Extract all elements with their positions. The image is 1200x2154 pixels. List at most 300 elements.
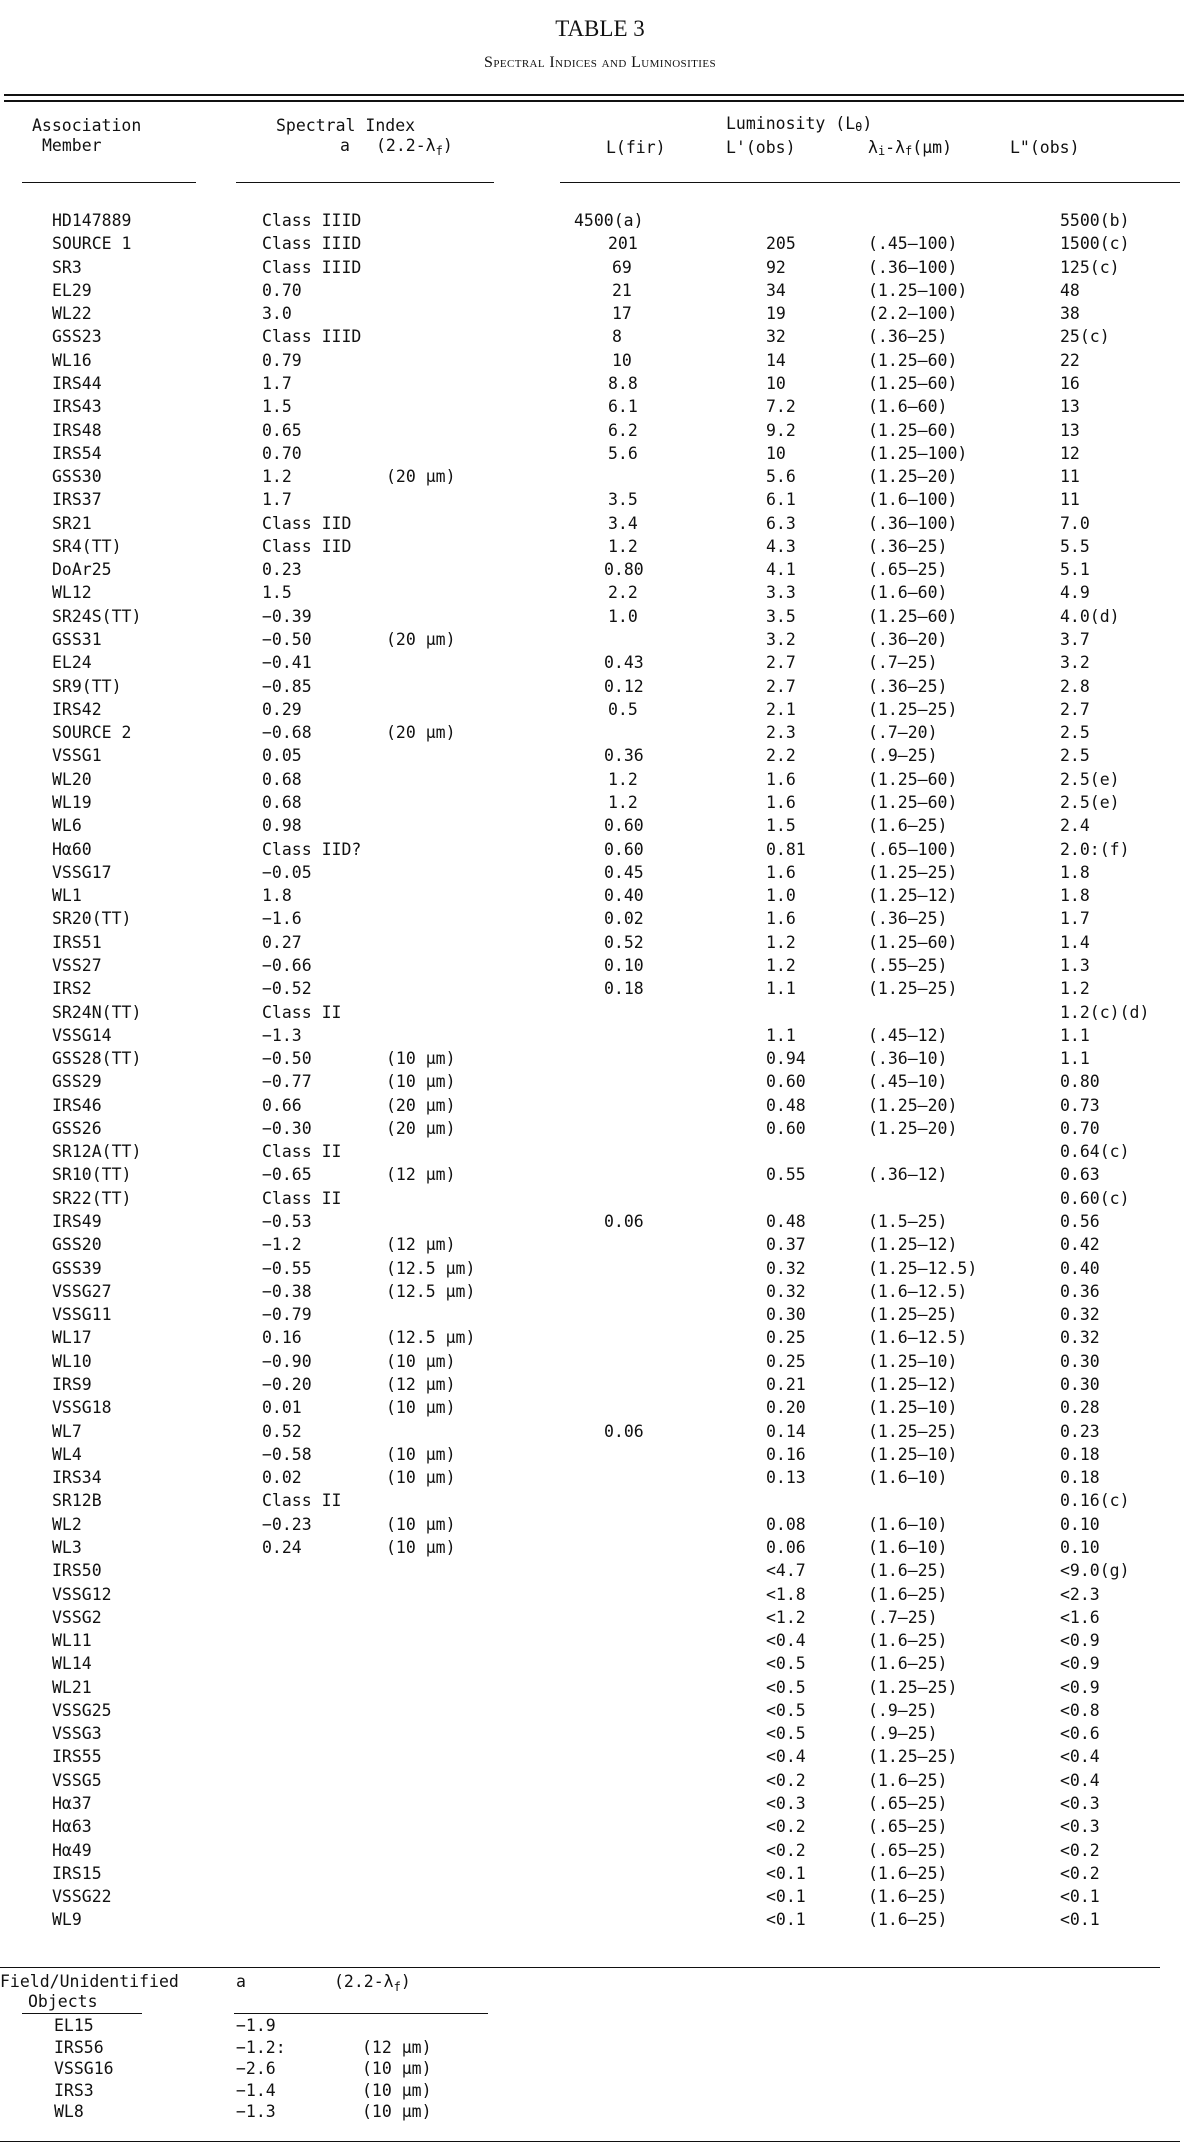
cell-l-double-obs: 2.8 [1060,676,1090,696]
cell-l-prime-obs: 0.08 [766,1514,806,1534]
cell-l-fir: 6.1 [608,397,638,417]
cell-l-double-obs: <2.3 [1060,1584,1100,1604]
cell-spectral-index: 0.70 [262,443,302,463]
cell-spectral-index: Class II [262,1491,342,1511]
cell-spectral-index: −0.30 [262,1118,312,1138]
cell-member: WL7 [52,1421,82,1441]
cell-l-double-obs: 1.2 [1060,979,1090,999]
cell-l-fir: 0.40 [604,886,644,906]
cell-l-prime-obs: 2.3 [766,723,796,743]
cell-member: WL14 [52,1654,92,1674]
cell-wavelength-range: (1.6–100) [868,490,958,510]
cell-member: VSSG1 [52,746,102,766]
field-cell-spectral-index: −1.3 [236,2102,276,2121]
cell-l-double-obs: 2.5(e) [1060,793,1120,812]
cell-wavelength-range: (1.6–12.5) [868,1328,968,1348]
cell-wavelength-range: (1.6–25) [868,1910,948,1930]
cell-l-prime-obs: 0.06 [766,1537,806,1557]
cell-l-prime-obs: 14 [766,350,786,370]
cell-l-fir: 0.52 [604,932,644,952]
cell-l-prime-obs: 6.3 [766,513,796,533]
cell-l-prime-obs: 0.21 [766,1375,806,1394]
cell-member: IRS48 [52,420,102,440]
field-cell-object: EL15 [54,2016,94,2035]
cell-wavelength-range: (1.25–100) [868,280,968,300]
field-cell-object: IRS56 [54,2037,104,2057]
cell-l-double-obs: 1500(c) [1060,234,1130,254]
cell-l-prime-obs: 0.55 [766,1165,806,1185]
cell-member: IRS9 [52,1375,92,1394]
field-header-range: $(2.2-\lambda_f)$ [334,1972,411,1994]
cell-wavelength-range: (1.25–60) [868,606,958,626]
cell-wavelength-range: (.36–12) [868,1165,948,1185]
cell-spectral-index: 0.02 [262,1468,302,1488]
cell-wavelength-range: (1.6–25) [868,1561,948,1581]
header-underline-luminosity [560,182,1180,183]
cell-member: GSS29 [52,1072,102,1092]
cell-wavelength-range: (1.6–10) [868,1537,948,1557]
cell-l-prime-obs: 1.1 [766,1025,796,1045]
cell-l-prime-obs: 3.2 [766,630,796,650]
cell-spectral-index: 1.7 [262,490,292,510]
cell-member: SR24N(TT) [52,1002,142,1022]
cell-l-prime-obs: <0.5 [766,1677,806,1697]
cell-l-double-obs: 2.0:(f) [1060,839,1130,859]
cell-member: EL29 [52,280,92,300]
cell-l-double-obs: 125(c) [1060,257,1120,277]
cell-member: Hα63 [52,1817,92,1837]
cell-l-prime-obs: 0.20 [766,1398,806,1418]
cell-member: WL4 [52,1444,82,1464]
cell-spectral-band: (10 μm) [386,1444,456,1464]
cell-l-fir: 21 [612,280,632,300]
cell-spectral-index: 0.16 [262,1328,302,1348]
cell-spectral-band: (10 μm) [386,1398,456,1418]
cell-member: WL10 [52,1351,92,1371]
cell-l-double-obs: 0.32 [1060,1305,1100,1325]
cell-spectral-index: −1.6 [262,909,302,929]
cell-l-double-obs: 4.9 [1060,583,1090,603]
cell-l-prime-obs: 32 [766,327,786,347]
cell-l-double-obs: 0.18 [1060,1468,1100,1488]
cell-spectral-index: −0.90 [262,1351,312,1371]
cell-l-prime-obs: 1.6 [766,909,796,929]
cell-l-double-obs: 3.2 [1060,653,1090,673]
cell-l-prime-obs: 9.2 [766,420,796,440]
cell-spectral-index: 0.68 [262,793,302,812]
cell-spectral-index: −0.77 [262,1072,312,1092]
cell-wavelength-range: (1.6–25) [868,1887,948,1907]
cell-wavelength-range: (1.6–25) [868,816,948,836]
cell-l-double-obs: <1.6 [1060,1607,1100,1627]
field-cell-object: VSSG16 [54,2059,114,2078]
header-lfir: L(fir) [606,138,666,157]
cell-l-double-obs: 5.1 [1060,560,1090,580]
cell-member: GSS30 [52,467,102,487]
cell-l-fir: 0.36 [604,746,644,766]
cell-l-prime-obs: <0.1 [766,1887,806,1907]
cell-spectral-index: −0.39 [262,606,312,626]
cell-spectral-index: −0.05 [262,862,312,882]
header-ldouble-obs: L"(obs) [1010,138,1080,157]
cell-wavelength-range: (1.25–10) [868,1444,958,1464]
cell-wavelength-range: (.45–100) [868,234,958,254]
cell-member: SOURCE 2 [52,723,132,743]
cell-l-prime-obs: <4.7 [766,1561,806,1581]
cell-spectral-index: −0.53 [262,1212,312,1232]
cell-wavelength-range: (1.25–60) [868,793,958,812]
cell-l-fir: 10 [612,350,632,370]
cell-spectral-index: −0.23 [262,1514,312,1534]
cell-member: IRS54 [52,443,102,463]
cell-l-prime-obs: <0.2 [766,1817,806,1837]
cell-l-double-obs: <0.9 [1060,1631,1100,1651]
cell-spectral-index: 0.05 [262,746,302,766]
cell-member: WL9 [52,1910,82,1930]
cell-member: IRS55 [52,1747,102,1767]
cell-l-double-obs: 7.0 [1060,513,1090,533]
cell-l-prime-obs: <0.5 [766,1700,806,1720]
cell-member: IRS37 [52,490,102,510]
cell-wavelength-range: (1.25–10) [868,1351,958,1371]
cell-member: SR24S(TT) [52,606,142,626]
cell-member: SR22(TT) [52,1188,132,1208]
cell-wavelength-range: (1.25–60) [868,373,958,393]
cell-wavelength-range: (1.6–25) [868,1863,948,1883]
cell-l-double-obs: 3.7 [1060,630,1090,650]
cell-l-prime-obs: <0.2 [766,1840,806,1860]
cell-wavelength-range: (.9–25) [868,1724,938,1744]
cell-spectral-index: 3.0 [262,304,292,324]
table-title: TABLE 3 [555,16,645,41]
cell-l-double-obs: <0.3 [1060,1794,1100,1814]
cell-spectral-index: −0.66 [262,955,312,975]
cell-wavelength-range: (.9–25) [868,1700,938,1720]
cell-l-double-obs: 1.1 [1060,1025,1090,1045]
cell-spectral-index: Class IID? [262,839,362,859]
cell-spectral-index: 0.70 [262,280,302,300]
field-cell-spectral-index: −1.9 [236,2016,276,2035]
cell-l-fir: 8 [612,327,622,347]
cell-member: Hα37 [52,1794,92,1814]
cell-spectral-band: (12.5 μm) [386,1281,476,1301]
cell-spectral-index: −0.79 [262,1305,312,1325]
cell-wavelength-range: (1.25–20) [868,467,958,487]
cell-l-double-obs: 1.7 [1060,909,1090,929]
field-cell-spectral-index: −2.6 [236,2059,276,2078]
cell-member: HD147889 [52,211,132,230]
cell-member: IRS34 [52,1468,102,1488]
cell-spectral-band: (20 μm) [386,1118,456,1138]
cell-member: IRS46 [52,1095,102,1115]
cell-l-fir: 3.4 [608,513,638,533]
cell-member: SR9(TT) [52,676,122,696]
cell-member: WL1 [52,886,82,906]
cell-l-prime-obs: 1.1 [766,979,796,999]
cell-l-double-obs: 0.18 [1060,1444,1100,1464]
cell-wavelength-range: (1.25–60) [868,932,958,952]
cell-wavelength-range: (1.25–12) [868,1235,958,1255]
cell-member: SR12B [52,1491,102,1511]
cell-wavelength-range: (1.25–20) [868,1118,958,1138]
header-spectral-range: $(2.2-\lambda_f)$ [376,136,453,158]
cell-l-prime-obs: 0.13 [766,1468,806,1488]
cell-spectral-band: (12.5 μm) [386,1328,476,1348]
cell-member: GSS23 [52,327,102,347]
cell-l-double-obs: 2.5 [1060,746,1090,766]
cell-member: WL21 [52,1677,92,1697]
cell-member: Hα60 [52,839,92,859]
cell-member: SR21 [52,513,92,533]
cell-spectral-index: 0.68 [262,769,302,789]
cell-l-double-obs: 11 [1060,490,1080,510]
cell-l-double-obs: 5500(b) [1060,211,1130,230]
cell-member: VSSG25 [52,1700,112,1720]
header-association: Association [32,116,142,135]
cell-l-prime-obs: 0.81 [766,839,806,859]
cell-spectral-band: (10 μm) [386,1351,456,1371]
cell-spectral-index: −0.68 [262,723,312,743]
cell-l-fir: 3.5 [608,490,638,510]
cell-spectral-index: 0.66 [262,1095,302,1115]
cell-l-fir: 0.80 [604,560,644,580]
cell-wavelength-range: (1.6–25) [868,1770,948,1790]
cell-l-prime-obs: 34 [766,280,786,300]
cell-member: SR3 [52,257,82,277]
cell-l-double-obs: <0.4 [1060,1770,1100,1790]
table-subtitle: Spectral Indices and Luminosities [484,54,716,71]
cell-l-double-obs: <0.1 [1060,1887,1100,1907]
cell-l-fir: 201 [608,234,638,254]
bottom-rule [0,2141,1180,2142]
cell-l-double-obs: <0.8 [1060,1700,1100,1720]
cell-wavelength-range: (1.25–25) [868,1747,958,1767]
cell-l-fir: 6.2 [608,420,638,440]
cell-wavelength-range: (.65–100) [868,839,958,859]
cell-spectral-band: (20 μm) [386,723,456,743]
cell-l-prime-obs: <0.2 [766,1770,806,1790]
cell-l-fir: 1.0 [608,606,638,626]
cell-spectral-index: 0.98 [262,816,302,836]
cell-wavelength-range: (1.25–25) [868,699,958,719]
cell-wavelength-range: (1.6–12.5) [868,1281,968,1301]
cell-spectral-index: 0.27 [262,932,302,952]
cell-spectral-index: −0.55 [262,1258,312,1278]
header-member: Member [42,136,102,155]
cell-spectral-band: (20 μm) [386,467,456,487]
cell-member: VSSG17 [52,862,112,882]
cell-member: VSSG5 [52,1770,102,1790]
cell-spectral-index: 0.24 [262,1537,302,1557]
cell-wavelength-range: (1.25–20) [868,1095,958,1115]
cell-l-prime-obs: 1.6 [766,862,796,882]
cell-l-double-obs: 25(c) [1060,327,1110,347]
cell-wavelength-range: (.7–25) [868,1607,938,1627]
cell-l-double-obs: 0.80 [1060,1072,1100,1092]
cell-member: SOURCE 1 [52,234,132,254]
cell-member: WL20 [52,769,92,789]
cell-l-prime-obs: 0.94 [766,1049,806,1069]
cell-l-double-obs: 0.73 [1060,1095,1100,1115]
cell-l-prime-obs: 2.1 [766,699,796,719]
cell-wavelength-range: (.55–25) [868,955,948,975]
cell-spectral-index: −0.58 [262,1444,312,1464]
cell-l-double-obs: 0.30 [1060,1375,1100,1394]
cell-l-double-obs: 1.1 [1060,1049,1090,1069]
cell-l-double-obs: 1.8 [1060,862,1090,882]
cell-spectral-index: 0.79 [262,350,302,370]
cell-spectral-index: −0.38 [262,1281,312,1301]
cell-l-prime-obs: 4.1 [766,560,796,580]
cell-l-prime-obs: 5.6 [766,467,796,487]
cell-l-prime-obs: <1.2 [766,1607,806,1627]
field-header-line1: Field/Unidentified [0,1972,179,1991]
cell-wavelength-range: (.65–25) [868,560,948,580]
cell-l-fir: 17 [612,304,632,324]
header-underline-spectral [236,182,494,183]
cell-wavelength-range: (.65–25) [868,1794,948,1814]
top-rule-2 [4,100,1184,102]
cell-l-prime-obs: <0.1 [766,1863,806,1883]
cell-member: VSSG18 [52,1398,112,1418]
cell-member: VSSG2 [52,1607,102,1627]
cell-spectral-band: (12 μm) [386,1235,456,1255]
cell-l-double-obs: 0.10 [1060,1514,1100,1534]
field-header-line2: Objects [28,1992,98,2011]
cell-l-double-obs: 0.56 [1060,1212,1100,1232]
cell-spectral-index: 0.29 [262,699,302,719]
cell-l-double-obs: 0.10 [1060,1537,1100,1557]
cell-wavelength-range: (1.25–60) [868,420,958,440]
cell-member: IRS50 [52,1561,102,1581]
cell-spectral-index: −1.3 [262,1025,302,1045]
field-header-a: a [236,1972,246,1991]
cell-member: EL24 [52,653,92,673]
cell-spectral-index: Class II [262,1142,342,1162]
cell-l-fir: 1.2 [608,536,638,556]
cell-wavelength-range: (.7–20) [868,723,938,743]
cell-l-double-obs: 22 [1060,350,1080,370]
cell-l-double-obs: 1.4 [1060,932,1090,952]
cell-wavelength-range: (1.25–10) [868,1398,958,1418]
cell-l-prime-obs: 0.37 [766,1235,806,1255]
cell-l-prime-obs: 0.30 [766,1305,806,1325]
cell-member: WL2 [52,1514,82,1534]
cell-member: VSSG3 [52,1724,102,1744]
cell-member: VSSG12 [52,1584,112,1604]
cell-l-double-obs: <0.4 [1060,1747,1100,1767]
header-spectral-index: Spectral Index [276,116,416,135]
cell-l-double-obs: 0.32 [1060,1328,1100,1348]
cell-member: VSSG11 [52,1305,112,1325]
cell-l-prime-obs: 92 [766,257,786,277]
cell-l-double-obs: 12 [1060,443,1080,463]
cell-member: IRS51 [52,932,102,952]
cell-spectral-index: 1.5 [262,583,292,603]
cell-wavelength-range: (.36–25) [868,909,948,929]
cell-l-prime-obs: 0.25 [766,1351,806,1371]
cell-l-prime-obs: <0.5 [766,1724,806,1744]
cell-l-prime-obs: <0.1 [766,1910,806,1930]
cell-member: IRS15 [52,1863,102,1883]
field-cell-object: WL8 [54,2102,84,2121]
cell-spectral-index: Class IIID [262,234,362,254]
cell-member: SR4(TT) [52,536,122,556]
cell-l-prime-obs: <0.4 [766,1631,806,1651]
cell-l-fir: 0.02 [604,909,644,929]
cell-member: GSS28(TT) [52,1049,142,1069]
cell-l-prime-obs: <0.5 [766,1654,806,1674]
cell-member: DoAr25 [52,560,112,580]
cell-spectral-index: 1.7 [262,373,292,393]
cell-l-double-obs: 0.40 [1060,1258,1100,1278]
cell-l-prime-obs: 2.7 [766,676,796,696]
cell-l-double-obs: 1.3 [1060,955,1090,975]
cell-spectral-band: (10 μm) [386,1468,456,1488]
cell-member: WL3 [52,1537,82,1557]
cell-l-double-obs: 2.4 [1060,816,1090,836]
cell-l-double-obs: <9.0(g) [1060,1561,1130,1581]
cell-wavelength-range: (1.6–25) [868,1631,948,1651]
cell-wavelength-range: (2.2–100) [868,304,958,324]
header-spectral-a: a [340,136,350,155]
cell-wavelength-range: (.36–25) [868,676,948,696]
cell-wavelength-range: (1.6–10) [868,1514,948,1534]
cell-spectral-band: (10 μm) [386,1072,456,1092]
cell-l-double-obs: 0.28 [1060,1398,1100,1418]
cell-l-double-obs: <0.1 [1060,1910,1100,1930]
cell-spectral-index: 1.8 [262,886,292,906]
cell-spectral-index: −0.50 [262,630,312,650]
cell-l-prime-obs: 3.3 [766,583,796,603]
cell-l-prime-obs: 1.6 [766,769,796,789]
cell-l-prime-obs: 10 [766,443,786,463]
cell-l-prime-obs: 10 [766,373,786,393]
cell-l-double-obs: 1.2(c)(d) [1060,1002,1150,1022]
cell-member: GSS20 [52,1235,102,1255]
cell-wavelength-range: (.36–100) [868,257,958,277]
cell-l-double-obs: 0.42 [1060,1235,1100,1255]
cell-spectral-band: (12 μm) [386,1165,456,1185]
cell-l-double-obs: 16 [1060,373,1080,393]
cell-l-double-obs: 0.60(c) [1060,1188,1130,1208]
cell-wavelength-range: (1.5–25) [868,1212,948,1232]
cell-spectral-index: −0.20 [262,1375,312,1394]
field-cell-spectral-band: (10 μm) [362,2059,432,2078]
cell-l-double-obs: 0.16(c) [1060,1491,1130,1511]
cell-member: WL12 [52,583,92,603]
cell-wavelength-range: (1.25–60) [868,769,958,789]
cell-wavelength-range: (.65–25) [868,1817,948,1837]
cell-l-fir: 4500(a) [574,211,644,230]
cell-member: WL19 [52,793,92,812]
cell-l-fir: 0.5 [608,699,638,719]
cell-l-double-obs: <0.9 [1060,1677,1100,1697]
cell-spectral-index: Class II [262,1002,342,1022]
cell-l-fir: 1.2 [608,769,638,789]
header-lprime-obs: L'(obs) [726,138,796,157]
cell-l-double-obs: 11 [1060,467,1080,487]
cell-spectral-index: −0.50 [262,1049,312,1069]
cell-spectral-index: −0.52 [262,979,312,999]
field-cell-spectral-band: (10 μm) [362,2102,432,2121]
cell-l-fir: 0.60 [604,816,644,836]
cell-wavelength-range: (1.25–25) [868,1305,958,1325]
top-rule [4,94,1184,96]
cell-l-prime-obs: 3.5 [766,606,796,626]
cell-l-double-obs: 4.0(d) [1060,606,1120,626]
cell-member: VSS27 [52,955,102,975]
